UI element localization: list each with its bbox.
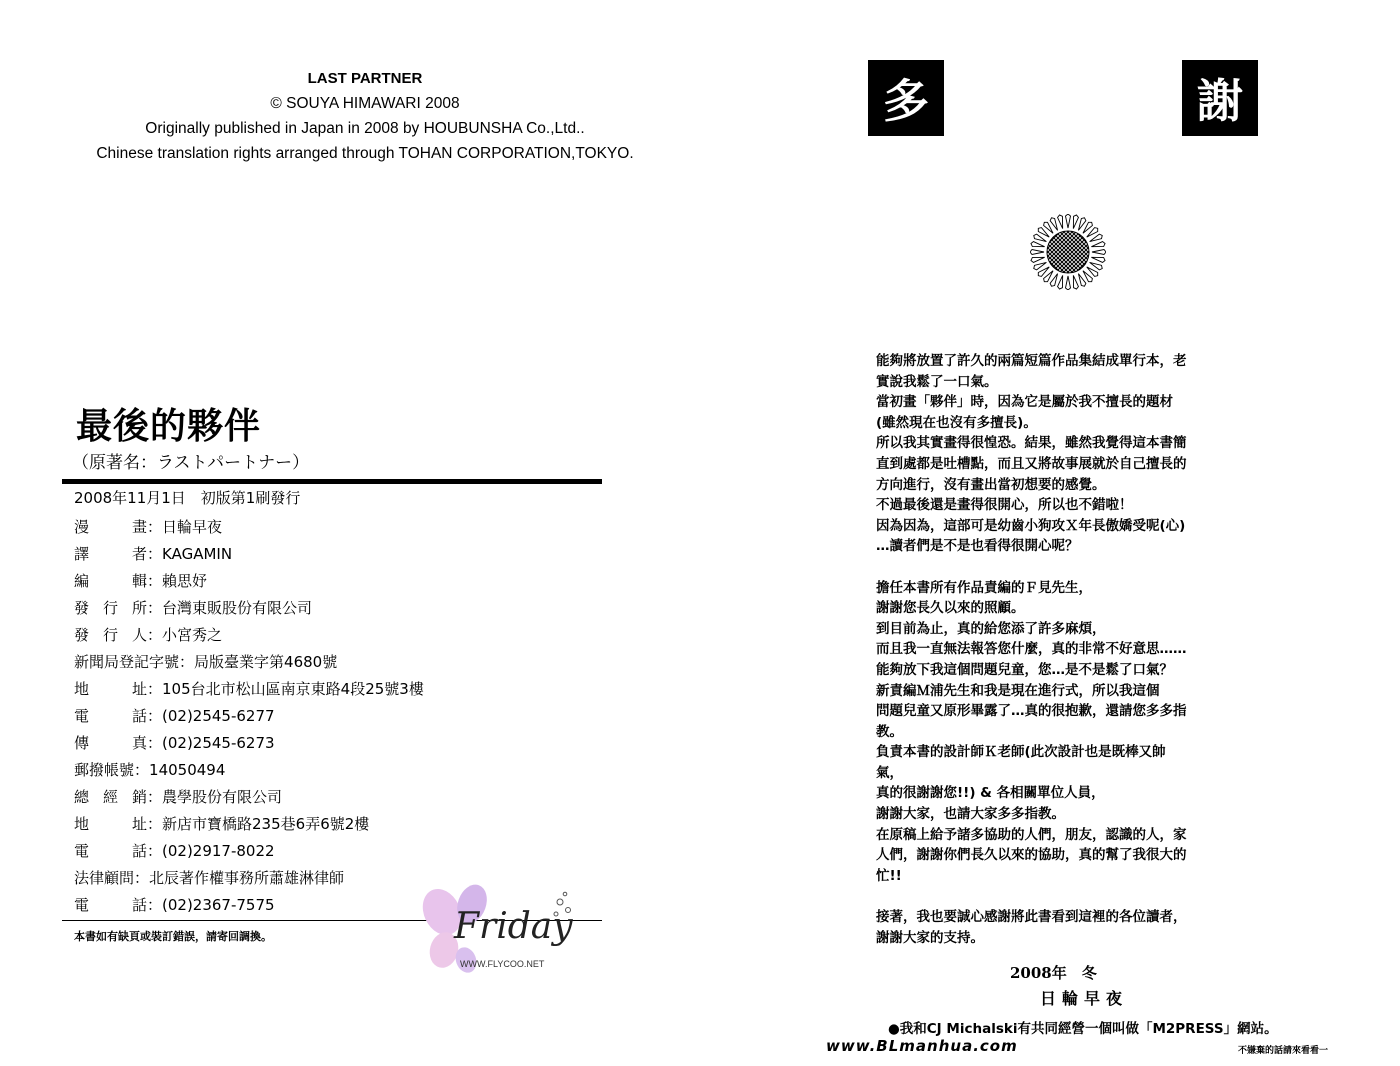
sunflower-icon: [1030, 214, 1106, 290]
colophon-label: [74, 813, 147, 834]
heading-char-many: 多: [868, 60, 944, 136]
colophon-label: [74, 651, 179, 672]
colophon-label-char: 真: [131, 734, 147, 752]
sunflower-petal: [1091, 241, 1106, 249]
sunflower-petal: [1071, 275, 1079, 290]
afterword-line: 真的很謝謝您!!) & 各相關單位人員，: [876, 785, 1105, 802]
colophon-label: [74, 732, 147, 753]
afterword-line: 實說我鬆了一口氣。: [876, 373, 998, 390]
colophon-row: [74, 594, 424, 621]
translation-rights-line: Chinese translation rights arranged through TOHAN CORPORATION,TOKYO.: [96, 145, 634, 162]
sunflower-petal: [1066, 276, 1071, 290]
colophon-label: [74, 570, 147, 591]
copyright-block: [0, 66, 730, 166]
colophon-row: [74, 729, 424, 756]
colophon-value: KAGAMIN: [162, 544, 233, 563]
colophon-label-char: 譯: [74, 545, 90, 563]
colophon-row: [74, 810, 424, 837]
colophon-label: [74, 759, 134, 780]
colophon-row: [74, 783, 424, 810]
afterword-text: [876, 351, 1276, 948]
colophon-label-char: 行: [102, 599, 118, 617]
colophon-label-char: 畫: [131, 518, 147, 536]
colophon-label: [74, 786, 147, 807]
sunflower-petal: [1030, 250, 1044, 255]
book-title: 最後的夥伴: [76, 406, 262, 447]
colophon-value: (02)2545-6273: [162, 733, 275, 752]
colophon-value: 賴思妤: [162, 572, 208, 590]
sunflower-petal: [1066, 214, 1071, 228]
sunflower-petal: [1030, 255, 1045, 263]
afterword-line: 接著，我也要誠心感謝將此書看到這裡的各位讀者，: [876, 909, 1187, 926]
colophon-label-char: 話: [131, 896, 147, 914]
colophon-separator: ：: [147, 707, 163, 725]
colophon-label-char: 電: [74, 896, 90, 914]
afterword-line: 而且我一直無法報答您什麼，真的非常不好意思……: [876, 641, 1187, 658]
colophon-label-char: 電: [74, 842, 90, 860]
sunflower-petal: [1091, 255, 1106, 263]
colophon-separator: ：: [147, 518, 163, 536]
colophon-value: (02)2917-8022: [162, 841, 275, 860]
afterword-line: 忙!!: [876, 867, 902, 884]
heading-char-thanks: 謝: [1182, 60, 1258, 136]
afterword-line: 當初畫「夥伴」時，因為它是屬於我不擅長的題材: [876, 394, 1173, 411]
colophon-label-char: 郵撥帳號: [74, 761, 135, 779]
colophon-row: [74, 513, 424, 540]
afterword-line: 新責編Ｍ浦先生和我是現在進行式，所以我這個: [876, 682, 1160, 699]
afterword-line: 直到處都是吐槽點，而且又將故事展就於自己擅長的: [876, 455, 1187, 472]
colophon-label: [74, 867, 134, 888]
afterword-line: 能夠將放置了許久的兩篇短篇作品集結成單行本，老: [876, 353, 1187, 369]
colophon-row: [74, 567, 424, 594]
afterword-line: 能夠放下我這個問題兒童，您…是不是鬆了口氣？: [876, 661, 1173, 678]
colophon-label-char: 行: [102, 626, 118, 644]
colophon-label-char: 址: [131, 680, 147, 698]
english-title: LAST PARTNER: [307, 70, 423, 87]
sunflower-petal: [1030, 241, 1045, 249]
colophon-label-char: 總: [74, 788, 90, 806]
publication-line: Originally published in Japan in 2008 by HOUBUNSHA Co.,Ltd..: [145, 120, 585, 137]
website-footnote: ●我和CJ Michalski有共同經營一個叫做「M2PRESS」網站。: [888, 1021, 1278, 1037]
afterword-line: (雖然現在也沒有多擅長)。: [876, 414, 1037, 431]
colophon-row: [74, 702, 424, 729]
colophon-separator: ：: [147, 626, 163, 644]
colophon-value: 農學股份有限公司: [162, 788, 283, 806]
colophon-label-char: 電: [74, 707, 90, 725]
colophon-value: 14050494: [149, 760, 226, 779]
divider-thick: [62, 479, 602, 484]
colophon-value: 新店市寶橋路235巷6弄6號2樓: [162, 815, 370, 833]
signature-date: 2008年 冬: [1010, 964, 1097, 982]
colophon-row: [74, 864, 424, 891]
colophon-label-char: 地: [74, 680, 90, 698]
colophon-row: [74, 891, 424, 918]
afterword-line: 氣，: [876, 764, 903, 781]
colophon-separator: ：: [147, 572, 163, 590]
colophon-row: [74, 540, 424, 567]
afterword-line: 問題兒童又原形畢露了…真的很抱歉，還請您多多指: [876, 703, 1187, 720]
colophon-value: 105台北市松山區南京東路4段25號3樓: [162, 680, 424, 698]
colophon-label-char: 傳: [74, 734, 90, 752]
afterword-line: 教。: [876, 723, 903, 740]
afterword-line: 因為因為，這部可是幼齒小狗攻Ｘ年長傲嬌受呢(心): [876, 517, 1186, 534]
colophon-label-char: 輯: [131, 572, 147, 590]
colophon-separator: ：: [147, 815, 163, 833]
sunflower-petal: [1092, 250, 1106, 255]
afterword-line: 所以我其實畫得很惶恐。結果，雖然我覺得這本書簡: [876, 435, 1187, 452]
colophon-value: 局版臺業字第4680號: [194, 653, 338, 671]
colophon-separator: ：: [134, 761, 150, 779]
colophon-row: [74, 621, 424, 648]
copyright-line: © SOUYA HIMAWARI 2008: [270, 95, 460, 112]
original-name: （原著名：ラストパートナー）: [72, 453, 310, 473]
colophon-label: [74, 894, 147, 915]
colophon-label: [74, 624, 147, 645]
colophon-list: [74, 513, 424, 918]
sunflower-petal: [1071, 214, 1079, 229]
colophon-label-char: 經: [102, 788, 118, 806]
signature-name: 日輪早夜: [1040, 989, 1129, 1008]
colophon-separator: ：: [147, 680, 163, 698]
colophon-separator: ：: [147, 788, 163, 806]
colophon-label: [74, 597, 147, 618]
afterword-line: 謝謝大家，也請大家多多指教。: [876, 806, 1065, 823]
colophon-label: [74, 705, 147, 726]
colophon-label-char: 者: [131, 545, 147, 563]
colophon-separator: ：: [147, 896, 163, 914]
colophon-label-char: 編: [74, 572, 90, 590]
logo-wordmark: Friday: [454, 906, 573, 947]
website-footnote-continued: 不嫌棄的話請來看看一: [1238, 1046, 1329, 1056]
colophon-row: [74, 837, 424, 864]
colophon-label-char: 發: [74, 626, 90, 644]
colophon-separator: ：: [147, 545, 163, 563]
colophon-label-char: 址: [131, 815, 147, 833]
colophon-label-char: 新聞局登記字號: [74, 653, 180, 671]
colophon-value: 小宮秀之: [162, 626, 223, 644]
colophon-label-char: 所: [131, 599, 147, 617]
colophon-label: [74, 516, 147, 537]
afterword-line: 方向進行，沒有畫出當初想要的感覺。: [876, 476, 1106, 493]
colophon-value: (02)2367-7575: [162, 895, 275, 914]
colophon-label-char: 地: [74, 815, 90, 833]
colophon-value: 北辰著作權事務所蕭雄淋律師: [149, 869, 345, 887]
colophon-label: [74, 840, 147, 861]
colophon-value: (02)2545-6277: [162, 706, 275, 725]
colophon-separator: ：: [147, 599, 163, 617]
afterword-blank-line: [876, 886, 1276, 907]
colophon-label: [74, 678, 147, 699]
colophon-label-char: 人: [131, 626, 147, 644]
colophon-label-char: 漫: [74, 518, 90, 536]
colophon-separator: ：: [134, 869, 150, 887]
colophon-separator: ：: [147, 842, 163, 860]
afterword-line: 在原稿上給予諸多協助的人們，朋友，認識的人，家: [876, 826, 1187, 843]
colophon-row: [74, 675, 424, 702]
colophon-label-char: 法律顧問: [74, 869, 135, 887]
colophon-separator: ：: [179, 653, 195, 671]
afterword-line: …讀者們是不是也看得很開心呢？: [876, 538, 1079, 555]
afterword-line: 負責本書的設計師Ｋ老師(此次設計也是既棒又帥: [876, 744, 1166, 761]
afterword-line: 不過最後還是畫得很開心，所以也不錯啦！: [876, 497, 1133, 514]
afterword-line: 到目前為止，真的給您添了許多麻煩，: [876, 620, 1106, 637]
colophon-value: 台灣東販股份有限公司: [162, 599, 313, 617]
afterword-blank-line: [876, 557, 1276, 578]
colophon-row: [74, 756, 424, 783]
sunflower-petal: [1057, 214, 1065, 229]
colophon-row: [74, 648, 424, 675]
afterword-line: 人們，謝謝你們長久以來的協助，真的幫了我很大的: [876, 847, 1187, 864]
colophon-label: [74, 543, 147, 564]
afterword-line: 謝謝您長久以來的照顧。: [876, 600, 1025, 617]
publication-date: 2008年11月1日 初版第1刷發行: [74, 489, 301, 507]
sunflower-petal: [1057, 275, 1065, 290]
afterword-line: 擔任本書所有作品責編的Ｆ見先生，: [876, 579, 1092, 596]
afterword-line: 謝謝大家的支持。: [876, 929, 984, 946]
colophon-label-char: 銷: [131, 788, 147, 806]
colophon-label-char: 話: [131, 707, 147, 725]
colophon-separator: ：: [147, 734, 163, 752]
colophon-label-char: 發: [74, 599, 90, 617]
colophon-value: 日輪早夜: [162, 518, 223, 536]
colophon-label-char: 話: [131, 842, 147, 860]
replacement-note: 本書如有缺頁或裝訂錯誤，請寄回調換。: [74, 930, 272, 943]
logo-url: WWW.FLYCOO.NET: [460, 959, 545, 969]
watermark-url: www.BLmanhua.com: [826, 1037, 1018, 1055]
